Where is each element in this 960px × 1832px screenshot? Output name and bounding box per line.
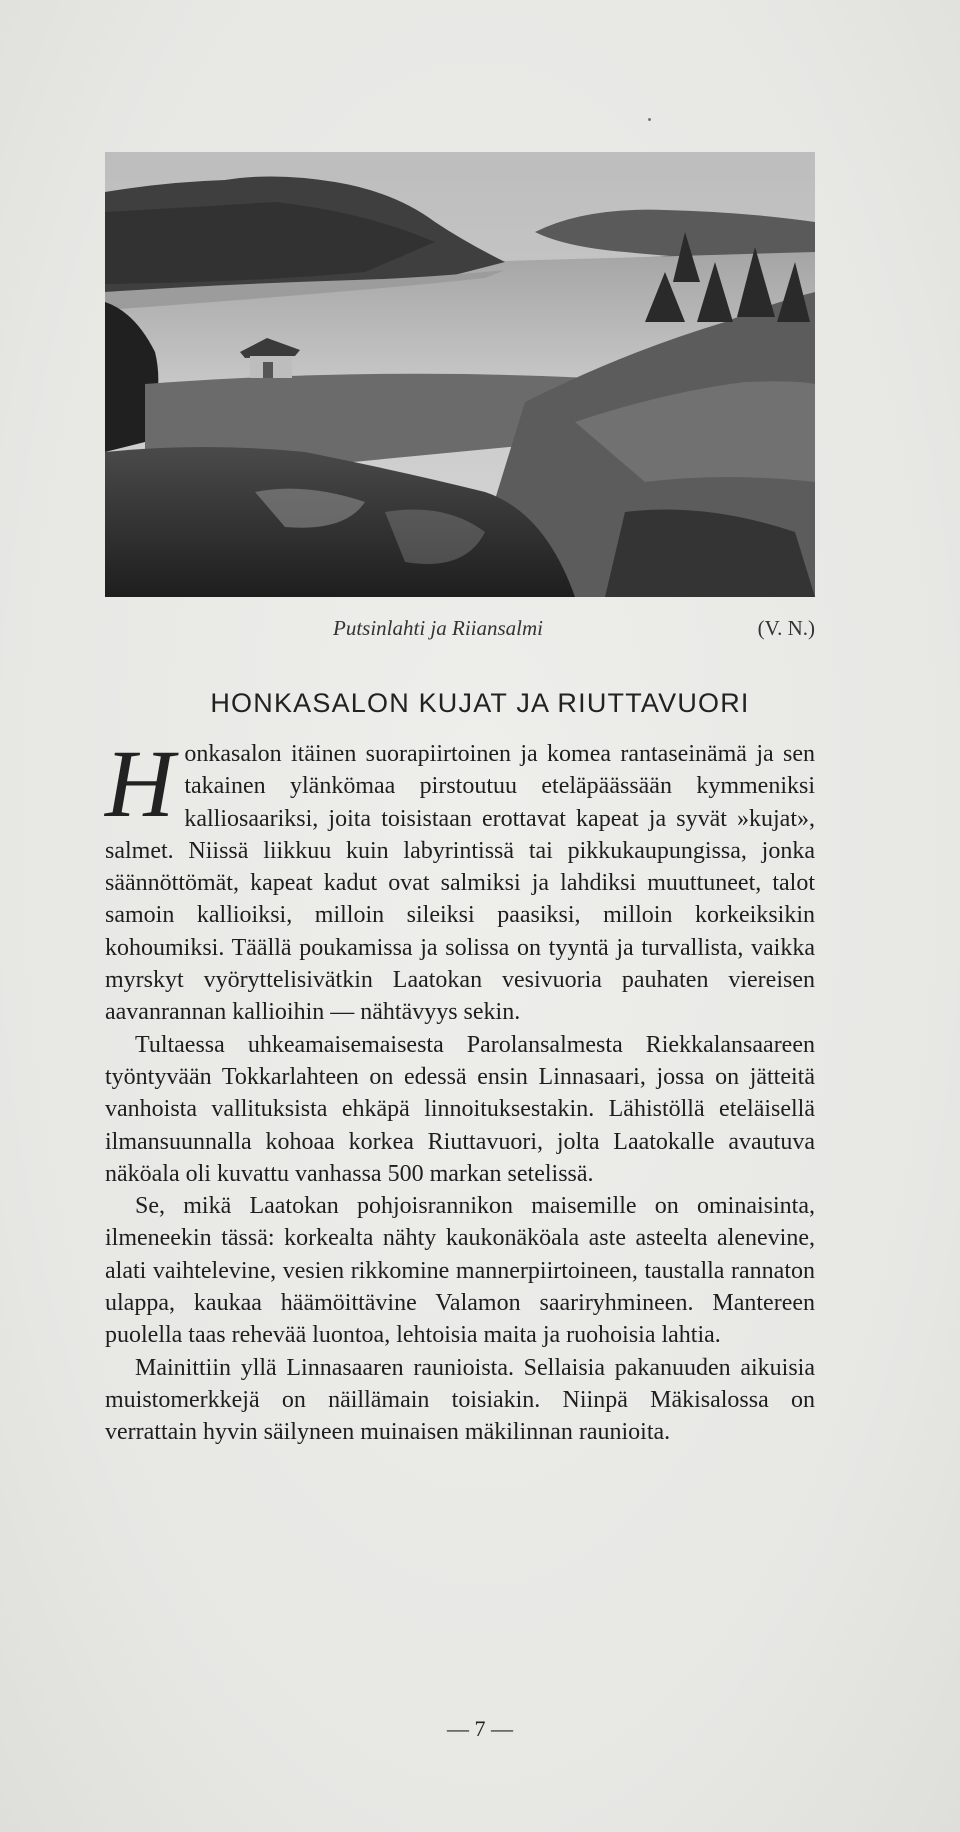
landscape-photo bbox=[105, 152, 815, 597]
paragraph-1 bbox=[105, 730, 815, 1029]
page-number: — 7 — bbox=[447, 1716, 513, 1741]
photo-caption bbox=[105, 616, 815, 646]
article-body bbox=[105, 730, 815, 1449]
print-speck bbox=[648, 118, 651, 121]
article-heading: HONKASALON KUJAT JA RIUTTAVUORI bbox=[210, 688, 750, 718]
caption-credit: (V. N.) bbox=[757, 616, 815, 640]
caption-place: Putsinlahti ja Riiansalmi bbox=[333, 616, 544, 640]
paragraph-1-text: onkasalon itäinen suorapiirtoinen ja komea rantaseinämä ja sen takainen ylänkömaa pirstoutuu eteläpäässään kymmeniksi kalliosaariksi, joita toisistaan erottavat kapeat ja syvät »kujat», salmet. Niissä liikkuu kuin labyrintissä tai pikkukaupungissa, jonka säännöttömät, kapeat kadut ovat salmiksi ja lahdiksi muuttuneet, talot samoin kallioiksi, milloin sileiksi paasiksi, milloin korkeiksikin kohoumiksi. Täällä poukamissa ja solissa on tyyntä ja turvallista, vaikka myrskyt vyöryttelisivätkin Laatokan vesivuoria pauhaten viereisen aavanrannan kallioihin — nähtävyys sekin. bbox=[105, 741, 815, 1026]
paragraph-4: Mainittiin yllä Linnasaaren raunioista. Sellaisia pakanuuden aikuisia muistomerkkejä on näillämain toisiakin. Niinpä Mäkisalossa on verrattain hyvin säilyneen muinaisen mäkilinnan raunioita. bbox=[105, 1354, 815, 1446]
paragraph-3: Se, mikä Laatokan pohjoisrannikon maisemille on ominaisinta, ilmeneekin tässä: korkealta nähty kaukonäköala aste asteelta alenevine, alati vaihtelevine, vesien rikkomine mannerpiirtoineen, taustalla rannaton ulappa, kaukaa häämöittävine Valamon saariryhmineen. Mantereen puolella taas rehevää luontoa, lehtoisia maita ja ruohoisia lahtia. bbox=[105, 1193, 815, 1349]
lake-landscape-image bbox=[105, 152, 815, 597]
drop-cap: H bbox=[105, 730, 175, 837]
paragraph-2: Tultaessa uhkeamaisemaisesta Parolansalmesta Riekkalansaareen työntyvään Tokkarlahteen on edessä ensin Linnasaari, jossa on jätteitä vanhoista vallituksista ehkäpä linnoituksestakin. Lähistöllä eteläisellä ilmansuunnalla kohoaa korkea Riuttavuori, jolta Laatokalle avautuva näköala oli kuvattu vanhassa 500 markan setelissä. bbox=[105, 1031, 815, 1187]
